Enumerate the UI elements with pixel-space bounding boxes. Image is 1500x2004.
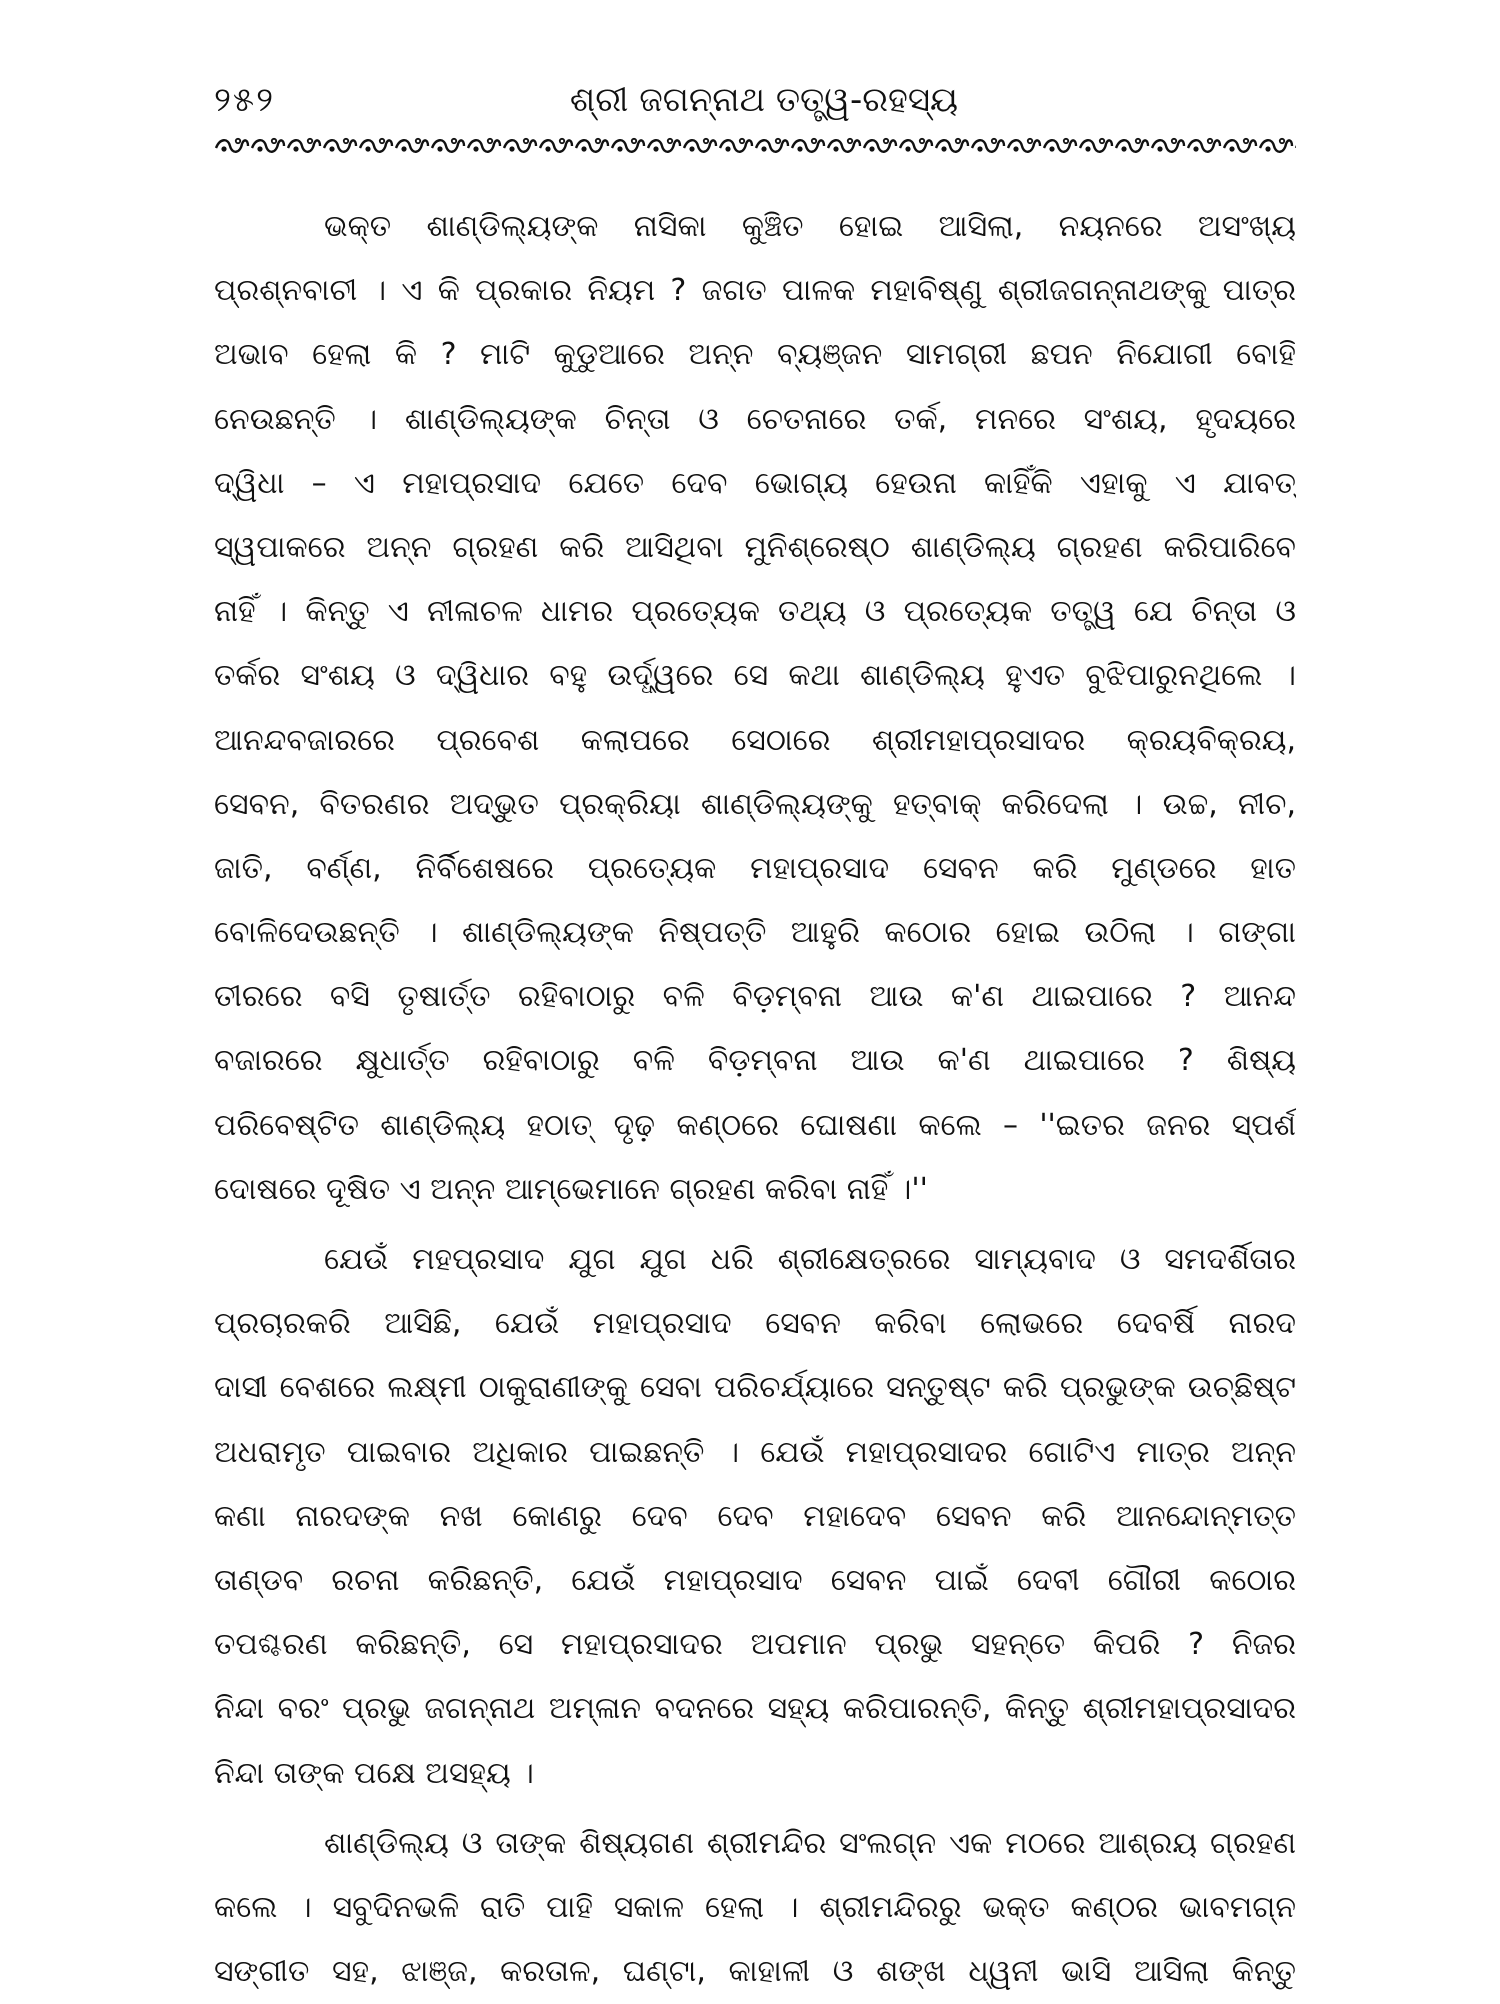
- text-line: ଆନନ୍ଦବଜାରରେ ପ୍ରବେଶ କଲାପରେ ସେଠାରେ ଶ୍ରୀମହାପ୍ରସାଦର କ୍ରୟବିକ୍ରୟ,: [214, 722, 1296, 758]
- paragraph-3: [214, 1812, 1296, 2004]
- text-line: କଲେ । ସବୁଦିନଭଳି ରାତି ପାହି ସକାଳ ହେଲା । ଶ୍ରୀମନ୍ଦିରରୁ ଭକ୍ତ କଣ୍ଠର ଭାବମଗ୍ନ: [214, 1889, 1296, 1925]
- text-line: ଅଭାବ ହେଲା କି ? ମାଟି କୁଡୁଆରେ ଅନ୍ନ ବ୍ୟଞ୍ଜନ ସାମଗ୍ରୀ ଛପନ ନିଯୋଗୀ ବୋହି: [214, 337, 1296, 373]
- text-line: ଶାଣ୍ଡିଲ୍ୟ ଓ ତାଙ୍କ ଶିଷ୍ୟଗଣ ଶ୍ରୀମନ୍ଦିର ସଂଲଗ୍ନ ଏକ ମଠରେ ଆଶ୍ରୟ ଗ୍ରହଣ: [324, 1825, 1296, 1861]
- text-line: ଜାତି, ବର୍ଣ୍ଣ, ନିର୍ବିଶେଷରେ ପ୍ରତ୍ୟେକ ମହାପ୍ରସାଦ ସେବନ କରି ମୁଣ୍ଡରେ ହାତ: [214, 850, 1296, 886]
- page-number: ୨୫୨: [214, 80, 276, 120]
- running-title: ଶ୍ରୀ ଜଗନ୍ନାଥ ତତ୍ତ୍ୱ-ରହସ୍ୟ: [569, 80, 959, 120]
- text-line: ନିନ୍ଦା ତାଙ୍କ ପକ୍ଷେ ଅସହ୍ୟ ।: [214, 1755, 534, 1791]
- paragraph-1: [214, 195, 1296, 1222]
- text-line: ଅଧରାମୃତ ପାଇବାର ଅଧିକାର ପାଇଛନ୍ତି । ଯେଉଁ ମହାପ୍ରସାଦର ଗୋଟିଏ ମାତ୍ର ଅନ୍ନ: [214, 1434, 1296, 1470]
- text-line: ପ୍ରଶ୍ନବାଚୀ । ଏ କି ପ୍ରକାର ନିୟମ ? ଜଗତ ପାଳକ ମହାବିଷ୍ଣୁ ଶ୍ରୀଜଗନ୍ନାଥଙ୍କୁ ପାତ୍ର: [214, 273, 1296, 309]
- text-line: ତୀରରେ ବସି ତୃଷାର୍ତ୍ତ ରହିବାଠାରୁ ବଳି ବିଡ଼ମ୍ବନା ଆଉ କ'ଣ ଥାଇପାରେ ? ଆନନ୍ଦ: [214, 979, 1296, 1015]
- body-text: [214, 195, 1296, 2004]
- text-line: ସଙ୍ଗୀତ ସହ, ଝାଞ୍ଜ, କରତାଳ, ଘଣ୍ଟା, କାହାଳୀ ଓ ଶଙ୍ଖ ଧ୍ୱନୀ ଭାସି ଆସିଲା କିନ୍ତୁ: [214, 1954, 1296, 1990]
- text-line: କଣା ନାରଦଙ୍କ ନଖ କୋଣରୁ ଦେବ ଦେବ ମହାଦେବ ସେବନ କରି ଆନନ୍ଦୋନ୍ମତ୍ତ: [214, 1498, 1296, 1534]
- text-line: ବୋଳିଦେଉଛନ୍ତି । ଶାଣ୍ଡିଲ୍ୟଙ୍କ ନିଷ୍ପତ୍ତି ଆହୁରି କଠୋର ହୋଇ ଉଠିଲା । ଗଙ୍ଗା: [214, 915, 1296, 951]
- text-line: ନାହିଁ । କିନ୍ତୁ ଏ ନୀଳାଚଳ ଧାମର ପ୍ରତ୍ୟେକ ତଥ୍ୟ ଓ ପ୍ରତ୍ୟେକ ତତ୍ତ୍ୱ ଯେ ଚିନ୍ତା ଓ: [214, 594, 1296, 630]
- page-header: [214, 78, 1314, 128]
- text-line: ଯେଉଁ ମହପ୍ରସାଦ ଯୁଗ ଯୁଗ ଧରି ଶ୍ରୀକ୍ଷେତ୍ରରେ ସାମ୍ୟବାଦ ଓ ସମଦର୍ଶିତାର: [324, 1242, 1296, 1277]
- text-line: ତାଣ୍ଡବ ରଚନା କରିଛନ୍ତି, ଯେଉଁ ମହାପ୍ରସାଦ ସେବନ ପାଇଁ ଦେବୀ ଗୌରୀ କଠୋର: [214, 1562, 1296, 1598]
- text-line: ସେବନ, ବିତରଣର ଅଦ୍ଭୁତ ପ୍ରକ୍ରିୟା ଶାଣ୍ଡିଲ୍ୟଙ୍କୁ ହତ୍‌ବାକ୍ କରିଦେଲା । ଉଚ୍ଚ, ନୀଚ,: [214, 786, 1296, 822]
- text-line: ସ୍ୱପାକରେ ଅନ୍ନ ଗ୍ରହଣ କରି ଆସିଥିବା ମୁନିଶ୍ରେଷ୍ଠ ଶାଣ୍ଡିଲ୍ୟ ଗ୍ରହଣ କରିପାରିବେ: [214, 529, 1296, 565]
- text-line: ତପଶ୍ଚରଣ କରିଛନ୍ତି, ସେ ମହାପ୍ରସାଦର ଅପମାନ ପ୍ରଭୁ ସହନ୍ତେ କିପରି ? ନିଜର: [214, 1627, 1296, 1663]
- text-line: ପରିବେଷ୍ଟିତ ଶାଣ୍ଡିଲ୍ୟ ହଠାତ୍ ଦୃଢ଼ କଣ୍ଠରେ ଘୋଷଣା କଲେ – ''ଇତର ଜନର ସ୍ପର୍ଶ: [214, 1107, 1296, 1143]
- text-line: ନେଉଛନ୍ତି । ଶାଣ୍ଡିଲ୍ୟଙ୍କ ଚିନ୍ତା ଓ ଚେତନାରେ ତର୍କ, ମନରେ ସଂଶୟ, ହୃଦୟରେ: [214, 401, 1296, 437]
- paragraph-2: [214, 1228, 1296, 1806]
- text-line: ଭକ୍ତ ଶାଣ୍ଡିଲ୍ୟଙ୍କ ନାସିକା କୁଞ୍ଚିତ ହୋଇ ଆସିଲା, ନୟନରେ ଅସଂଖ୍ୟ: [324, 209, 1296, 244]
- text-line: ଦ୍ୱିଧା – ଏ ମହାପ୍ରସାଦ ଯେତେ ଦେବ ଭୋଗ୍ୟ ହେଉନା କାହିଁକି ଏହାକୁ ଏ ଯାବତ୍: [214, 465, 1296, 501]
- text-line: ତର୍କର ସଂଶୟ ଓ ଦ୍ୱିଧାର ବହୁ ଉର୍ଦ୍ଧ୍ୱରେ ସେ କଥା ଶାଣ୍ଡିଲ୍ୟ ହୁଏତ ବୁଝିପାରୁନଥିଲେ ।: [214, 658, 1296, 694]
- text-line: ଦାସୀ ବେଶରେ ଲକ୍ଷ୍ମୀ ଠାକୁରାଣୀଙ୍କୁ ସେବା ପରିଚର୍ଯ୍ୟାରେ ସନ୍ତୁଷ୍ଟ କରି ପ୍ରଭୁଙ୍କ ଉଚ୍ଛିଷ୍ଟ: [214, 1370, 1296, 1406]
- decorative-border: [214, 134, 1296, 156]
- text-line: ପ୍ରଚାରକରି ଆସିଛି, ଯେଉଁ ମହାପ୍ରସାଦ ସେବନ କରିବା ଲୋଭରେ ଦେବର୍ଷି ନାରଦ: [214, 1306, 1296, 1342]
- text-line: ବଜାରରେ କ୍ଷୁଧାର୍ତ୍ତ ରହିବାଠାରୁ ବଳି ବିଡ଼ମ୍ବନା ଆଉ କ'ଣ ଥାଇପାରେ ? ଶିଷ୍ୟ: [214, 1043, 1296, 1079]
- text-line: ଦୋଷରେ ଦୂଷିତ ଏ ଅନ୍ନ ଆମ୍ଭେମାନେ ଗ୍ରହଣ କରିବା ନାହିଁ ।'': [214, 1171, 928, 1207]
- text-line: ନିନ୍ଦା ବରଂ ପ୍ରଭୁ ଜଗନ୍ନାଥ ଅମ୍ଳାନ ବଦନରେ ସହ୍ୟ କରିପାରନ୍ତି, କିନ୍ତୁ ଶ୍ରୀମହାପ୍ରସାଦର: [214, 1691, 1296, 1727]
